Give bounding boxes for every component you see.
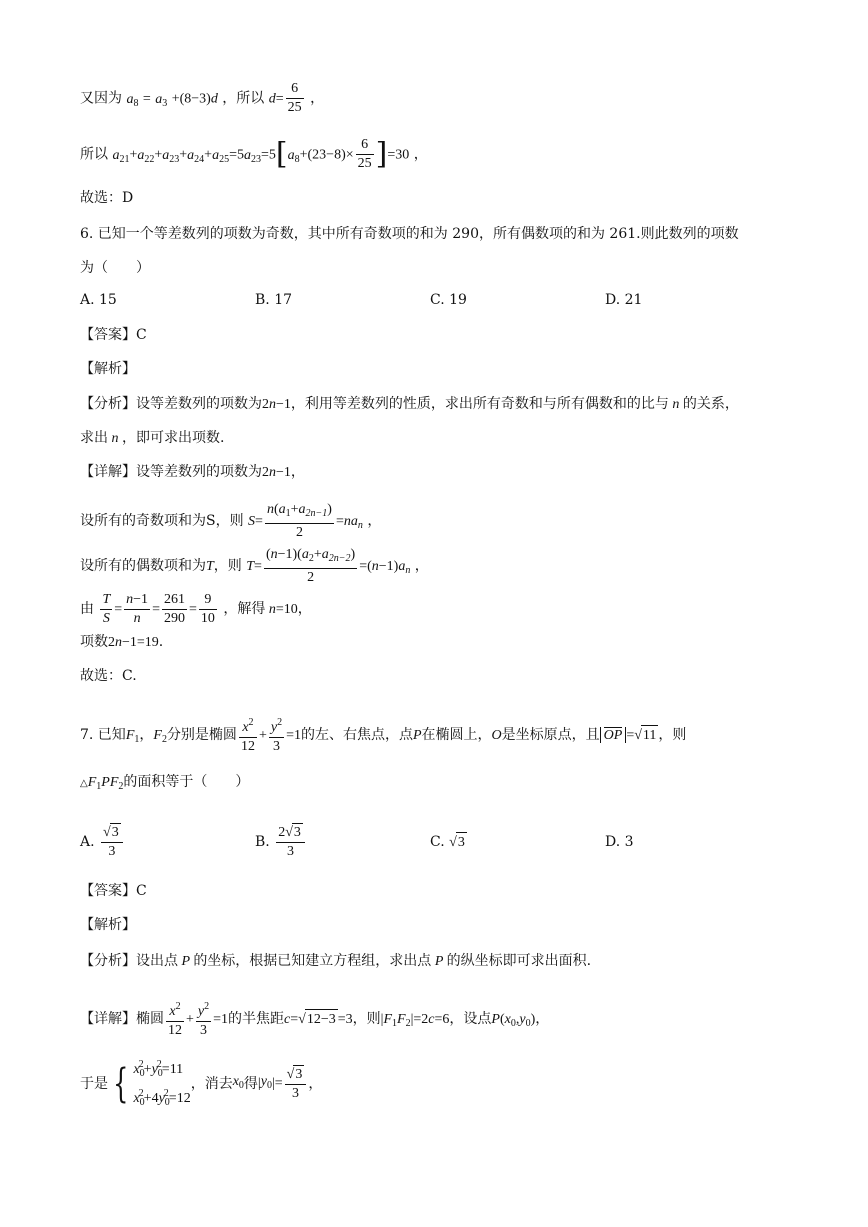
text: A. — [80, 834, 95, 850]
text: ， — [535, 1011, 550, 1027]
q6-s-line: 设所有的奇数项和为S，则 S= $\frac{n(a_1+a_{2n-1})}{2}$ $=na_n$ ， — [80, 502, 382, 540]
text: 在椭圆上， — [421, 727, 492, 743]
q6-option-a: A. 15 — [80, 292, 117, 308]
text: B. — [255, 834, 270, 850]
q7-option-a: A. $\frac{√3}{3}$ — [80, 823, 255, 861]
text: 得 — [243, 1076, 258, 1092]
q7-fenxi: 【分析】设出点 P 的坐标，根据已知建立方程组，求出点 P 的纵坐标即可求出面积. — [80, 953, 592, 969]
q6-ratio-line: 由 $\frac{T}{S}$ = $\frac{n-1}{n}$ = $\frac{261}{290}$ = $\frac{9}{10}$ ，解得 n=10， — [80, 591, 312, 626]
q5-line-sum: 所以 $a_{21}+a_{22}+a_{23}+a_{24}+a_{25}=5a_{23}=5[a_8+(23-8)\times$ $\frac{6}{25}$ ]=30 ， — [80, 136, 428, 172]
text: 分别是椭圆 — [166, 727, 237, 743]
text: ，解得 — [223, 601, 266, 617]
q6-stem-line1: 6. 已知一个等差数列的项数为奇数，其中所有奇数项的和为 290，所有偶数项的和为 261.则此数列的项数 — [80, 226, 739, 242]
text: 是坐标原点，且 — [501, 727, 600, 743]
text: ，则 — [658, 727, 687, 743]
text: ， — [367, 513, 382, 529]
text: ， — [297, 601, 312, 617]
q7-option-b: B. $\frac{2√3}{3}$ — [255, 823, 430, 861]
q7-stem-line2: $\triangle F_1PF_2$的面积等于（ ） — [80, 774, 250, 792]
q6-t-line: 设所有的偶数项和为T，则 T= $\frac{(n-1)(a_2+a_{2n-2})}{2}$ $=(n-1)a_n$ ， — [80, 547, 429, 585]
q6-option-d: D. 21 — [605, 292, 643, 308]
q5-choice: 故选：D — [80, 190, 134, 206]
q6-fenxi: 【分析】设等差数列的项数为2n−1，利用等差数列的性质，求出所有奇数和与所有偶数和的比与 n 的关系， — [80, 396, 739, 412]
text: ， — [290, 464, 305, 480]
q6-option-c: C. 19 — [430, 292, 467, 308]
text: . — [158, 634, 164, 650]
text: 所以 — [80, 146, 108, 163]
text: 于是 — [80, 1076, 108, 1092]
q7-system: 于是 { $x_0^2+y_0^2=11$ $x_0^2+4y_0^2=12$ ，消去$x_0$得$|y_0|=$ $\frac{√3}{3}$ ， — [80, 1059, 323, 1108]
q7-option-c: C. √3 — [430, 832, 605, 853]
q6-fenxi-line2: 求出 n ，即可求出项数. — [80, 430, 225, 446]
q6-answer: 【答案】C — [80, 327, 147, 343]
text: 由 — [80, 601, 94, 617]
text: ， — [414, 558, 429, 574]
text: ，消去 — [190, 1076, 233, 1092]
text: 设所有的奇数项和为S，则 — [80, 513, 244, 529]
text: 【分析】设出点 — [80, 953, 178, 969]
q7-xiangjie: 【详解】椭圆 $\frac{x^2}{12}$ + $\frac{y^2}{3}$ =1的半焦距c=√12−3 =3，则$|F_1F_2|=2c=6$，设点$P(x_0,y_0)$， — [80, 998, 549, 1040]
q6-xiangjie: 【详解】设等差数列的项数为2n−1， — [80, 464, 305, 480]
text: ， — [413, 146, 428, 163]
q6-xiangshu: 项数2n−1=19. — [80, 634, 164, 650]
text: ，所以 — [222, 90, 265, 107]
text: ， — [308, 1076, 323, 1092]
q6-options — [80, 290, 780, 310]
q7-analysis-title: 【解析】 — [80, 917, 136, 933]
q7-answer: 【答案】C — [80, 883, 147, 899]
text: 【分析】设等差数列的项数为 — [80, 396, 262, 412]
text: ，则 — [213, 558, 242, 574]
text: ，即可求出项数. — [122, 430, 225, 446]
text: 的左、右焦点，点 — [300, 727, 413, 743]
text: ， — [310, 90, 325, 107]
text: 的坐标，根据已知建立方程组，求出点 — [193, 953, 432, 969]
text: C. — [430, 833, 445, 850]
q7-options — [80, 822, 780, 862]
text: ，则 — [352, 1011, 381, 1027]
text: 的面积等于（ ） — [123, 774, 250, 790]
q7-option-d: D. 3 — [605, 834, 634, 850]
text: 求出 — [80, 430, 108, 446]
text: ，利用等差数列的性质，求出所有奇数和与所有偶数和的比与 — [290, 396, 669, 412]
text: 项数 — [80, 634, 108, 650]
q7-stem-line1: 7. 已知$F_1$，$F_2$分别是椭圆 $\frac{x^2}{12}$ + $\frac{y^2}{3}$ =1的左、右焦点，点P在椭圆上，O是坐标原点，且 OP =√11 ，则 — [80, 714, 686, 756]
text: ，设点 — [449, 1011, 492, 1027]
text: 的半焦距 — [228, 1011, 285, 1027]
text: 【详解】椭圆 — [80, 1011, 164, 1027]
q5-line-d: 又因为 $a_8 = a_3 +(8-3)d$ ，所以 d= $\frac{6}{25}$ ， — [80, 81, 325, 115]
q6-stem-line2: 为（ ） — [80, 260, 150, 276]
text: 设所有的偶数项和为 — [80, 558, 206, 574]
text: 【详解】设等差数列的项数为 — [80, 464, 262, 480]
q6-option-b: B. 17 — [255, 292, 293, 308]
q6-choice: 故选：C. — [80, 668, 137, 684]
text: 7. 已知 — [80, 727, 126, 743]
text: 的纵坐标即可求出面积. — [446, 953, 592, 969]
text: 的关系， — [682, 396, 739, 412]
text: 又因为 — [80, 90, 122, 107]
text: ， — [139, 727, 154, 743]
q6-analysis-title: 【解析】 — [80, 361, 136, 377]
